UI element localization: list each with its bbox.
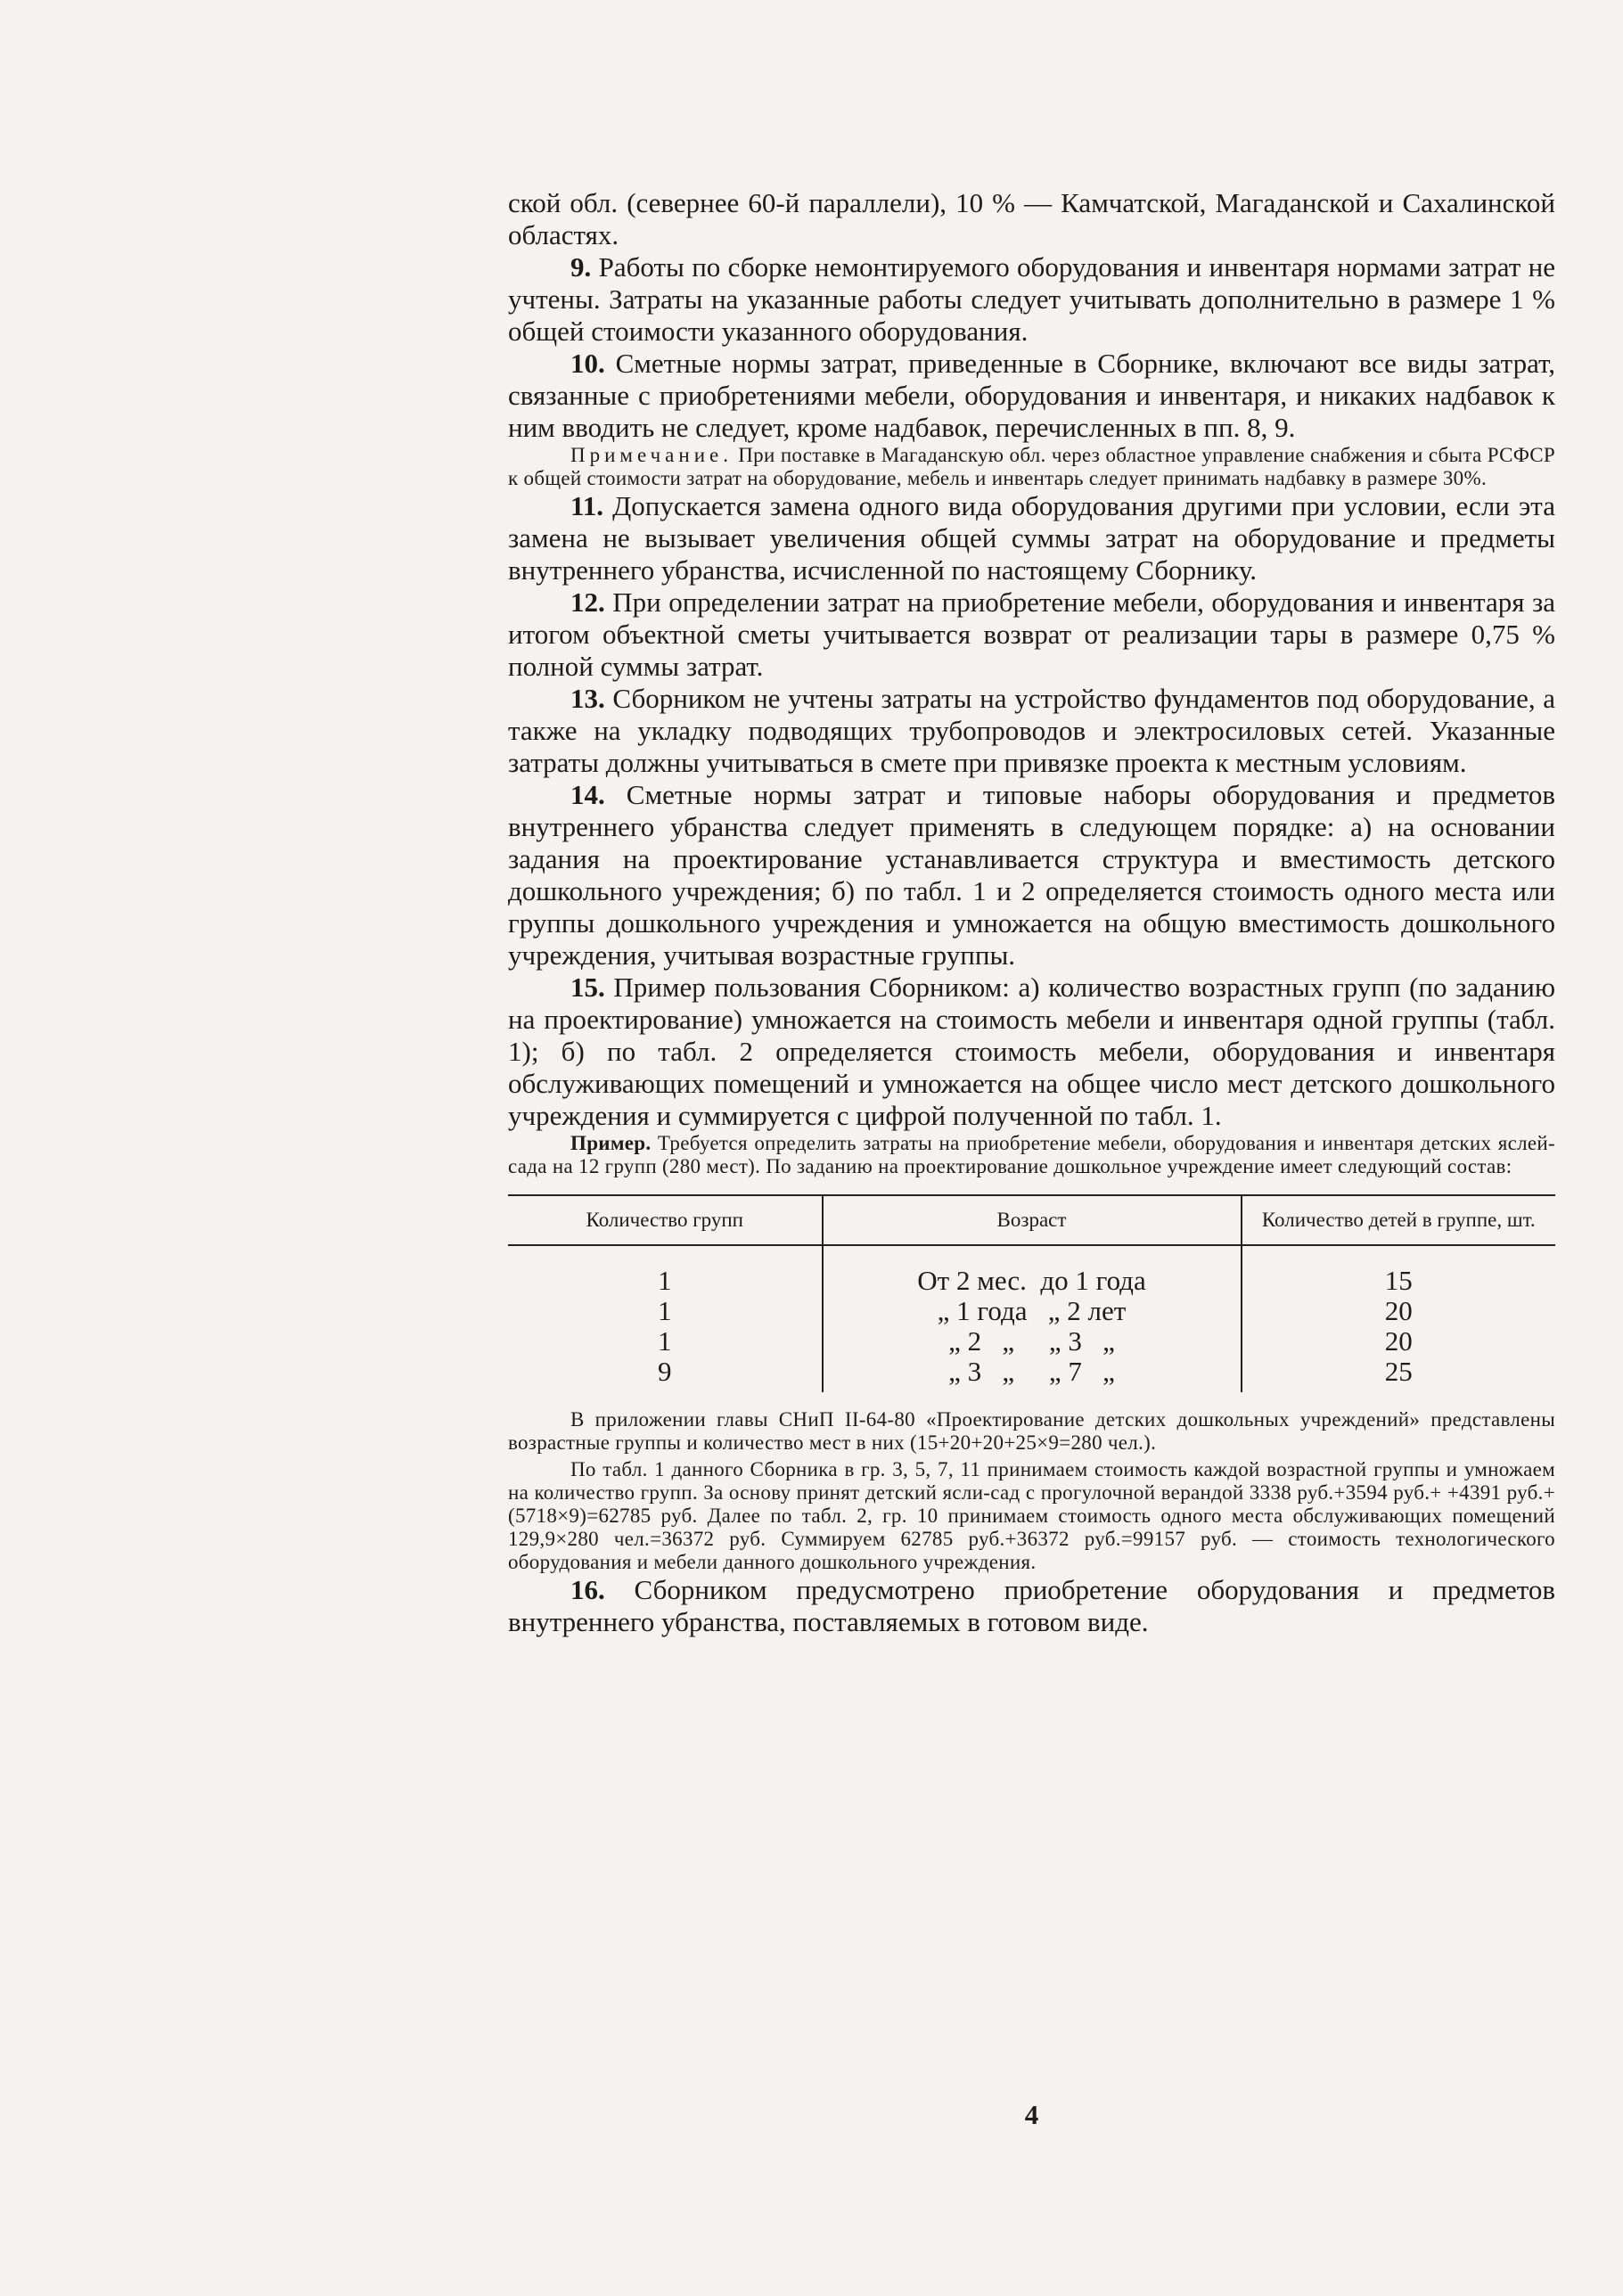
page-number-wrap	[508, 2099, 1555, 2131]
paragraph-15-text: Пример пользования Сборником: а) количество возрастных групп (по заданию на проектирование) умножается на стоимость мебели и инвентаря одной группы (табл. 1); б) по табл. 2 определяется стоимость мебели, оборудования и инвентаря обслуживающих помещений и умножается на общее число мест детского дошкольного учреждения и суммируется с цифрой полученной по табл. 1.	[508, 972, 1555, 1131]
paragraph-14	[508, 779, 1555, 972]
table-header-age: Возраст	[823, 1195, 1242, 1245]
table-row	[508, 1326, 1555, 1357]
paragraph-15	[508, 972, 1555, 1132]
paragraph-10	[508, 348, 1555, 444]
paragraph-16	[508, 1574, 1555, 1638]
paragraph-9-number: 9.	[570, 251, 592, 283]
table-cell: 15	[1242, 1245, 1556, 1296]
paragraph-11	[508, 490, 1555, 586]
table-cell: От 2 мес. до 1 года	[823, 1245, 1242, 1296]
table-cell: 1	[658, 1295, 672, 1326]
table-cell: 20	[1242, 1296, 1556, 1326]
table-cell: 1	[658, 1265, 672, 1296]
paragraph-12-text: При определении затрат на приобретение мебели, оборудования и инвентаря за итогом объектной сметы учитывается возврат от реализации тары в размере 0,75 % полной суммы затрат.	[508, 586, 1555, 682]
page-number: 4	[1024, 2099, 1039, 2130]
example-text: Требуется определить затраты на приобретение мебели, оборудования и инвентаря детских яслей-сада на 12 групп (280 мест). По заданию на проектирование дошкольное учреждение имеет следующий состав:	[508, 1132, 1555, 1177]
paragraph-13-text: Сборником не учтены затраты на устройство фундаментов под оборудование, а также на укладку подводящих трубопроводов и электросиловых сетей. Указанные затраты должны учитываться в смете при привязке проекта к местным условиям.	[508, 683, 1555, 778]
note-text: При поставке в Магаданскую обл. через областное управление снабжения и сбыта РСФСР к общей стоимости затрат на оборудование, мебель и инвентарь следует принимать надбавку в размере 30%.	[508, 444, 1555, 489]
table-cell: „ 1 года „ 2 лет	[823, 1296, 1242, 1326]
note-calculation: По табл. 1 данного Сборника в гр. 3, 5, 7, 11 принимаем стоимость каждой возрастной группы и умножаем на количество групп. За основу принят детский ясли-сад с прогулочной верандой 3338 руб.+3594 руб.+ +4391 руб.+(5718×9)=62785 руб. Далее по табл. 2, гр. 10 принимаем стоимость одного места обслуживающих помещений 129,9×280 чел.=36372 руб. Суммируем 62785 руб.+36372 руб.=99157 руб. — стоимость технологического оборудования и мебели данного дошкольного учреждения.	[508, 1458, 1555, 1573]
table-cell: 20	[1242, 1326, 1556, 1357]
paragraph-12	[508, 586, 1555, 683]
table-row	[508, 1296, 1555, 1326]
paragraph-10-text: Сметные нормы затрат, приведенные в Сборнике, включают все виды затрат, связанные с приобретениями мебели, оборудования и инвентаря, и никаких надбавок к ним вводить не следует, кроме надбавок, перечисленных в пп. 8, 9.	[508, 348, 1555, 443]
table-header-row	[508, 1195, 1555, 1245]
table-cell: „ 2 „ „ 3 „	[823, 1326, 1242, 1357]
paragraph-11-text: Допускается замена одного вида оборудования другими при условии, если эта замена не вызывает увеличения общей суммы затрат на оборудование и предметы внутреннего убранства, исчисленной по настоящему Сборнику.	[508, 490, 1555, 586]
table-cell: „ 3 „ „ 7 „	[823, 1357, 1242, 1392]
table-cell: 9	[658, 1356, 672, 1387]
paragraph-14-number: 14.	[570, 779, 605, 810]
paragraph-15-number: 15.	[570, 972, 605, 1003]
paragraph-13-number: 13.	[570, 683, 605, 714]
table-row	[508, 1245, 1555, 1296]
table-cell: 25	[1242, 1357, 1556, 1392]
example-intro	[508, 1132, 1555, 1178]
paragraph-14-text: Сметные нормы затрат и типовые наборы оборудования и предметов внутреннего убранства следует применять в следующем порядке: а) на основании задания на проектирование устанавливается структура и вместимость детского дошкольного учреждения; б) по табл. 1 и 2 определяется стоимость одного места или группы дошкольного учреждения и умножается на общую вместимость дошкольного учреждения, учитывая возрастные группы.	[508, 779, 1555, 971]
paragraph-9-text: Работы по сборке немонтируемого оборудования и инвентаря нормами затрат не учтены. Затраты на указанные работы следует учитывать дополнительно в размере 1 % общей стоимости указанного оборудования.	[508, 251, 1555, 347]
table-header-groups: Количество групп	[508, 1195, 823, 1245]
paragraph-12-number: 12.	[570, 586, 605, 618]
document-page	[508, 187, 1555, 1638]
groups-table	[508, 1194, 1555, 1392]
table-cell: 1	[658, 1325, 672, 1357]
paragraph-9	[508, 251, 1555, 348]
paragraph-continued: ской обл. (севернее 60-й параллели), 10 % — Камчатской, Магаданской и Сахалинской областях.	[508, 187, 1555, 250]
note-lead: Примечание.	[570, 444, 733, 466]
note-paragraph-10	[508, 444, 1555, 490]
table-header-children: Количество детей в группе, шт.	[1242, 1195, 1556, 1245]
paragraph-16-text: Сборником предусмотрено приобретение оборудования и предметов внутреннего убранства, поставляемых в готовом виде.	[508, 1574, 1555, 1637]
note-snip-appendix: В приложении главы СНиП II-64-80 «Проектирование детских дошкольных учреждений» представлены возрастные группы и количество мест в них (15+20+20+25×9=280 чел.).	[508, 1408, 1555, 1454]
table-row	[508, 1357, 1555, 1392]
paragraph-10-number: 10.	[570, 348, 605, 379]
paragraph-11-number: 11.	[570, 490, 604, 521]
example-lead: Пример.	[570, 1132, 652, 1154]
paragraph-13	[508, 683, 1555, 779]
paragraph-16-number: 16.	[570, 1574, 605, 1605]
